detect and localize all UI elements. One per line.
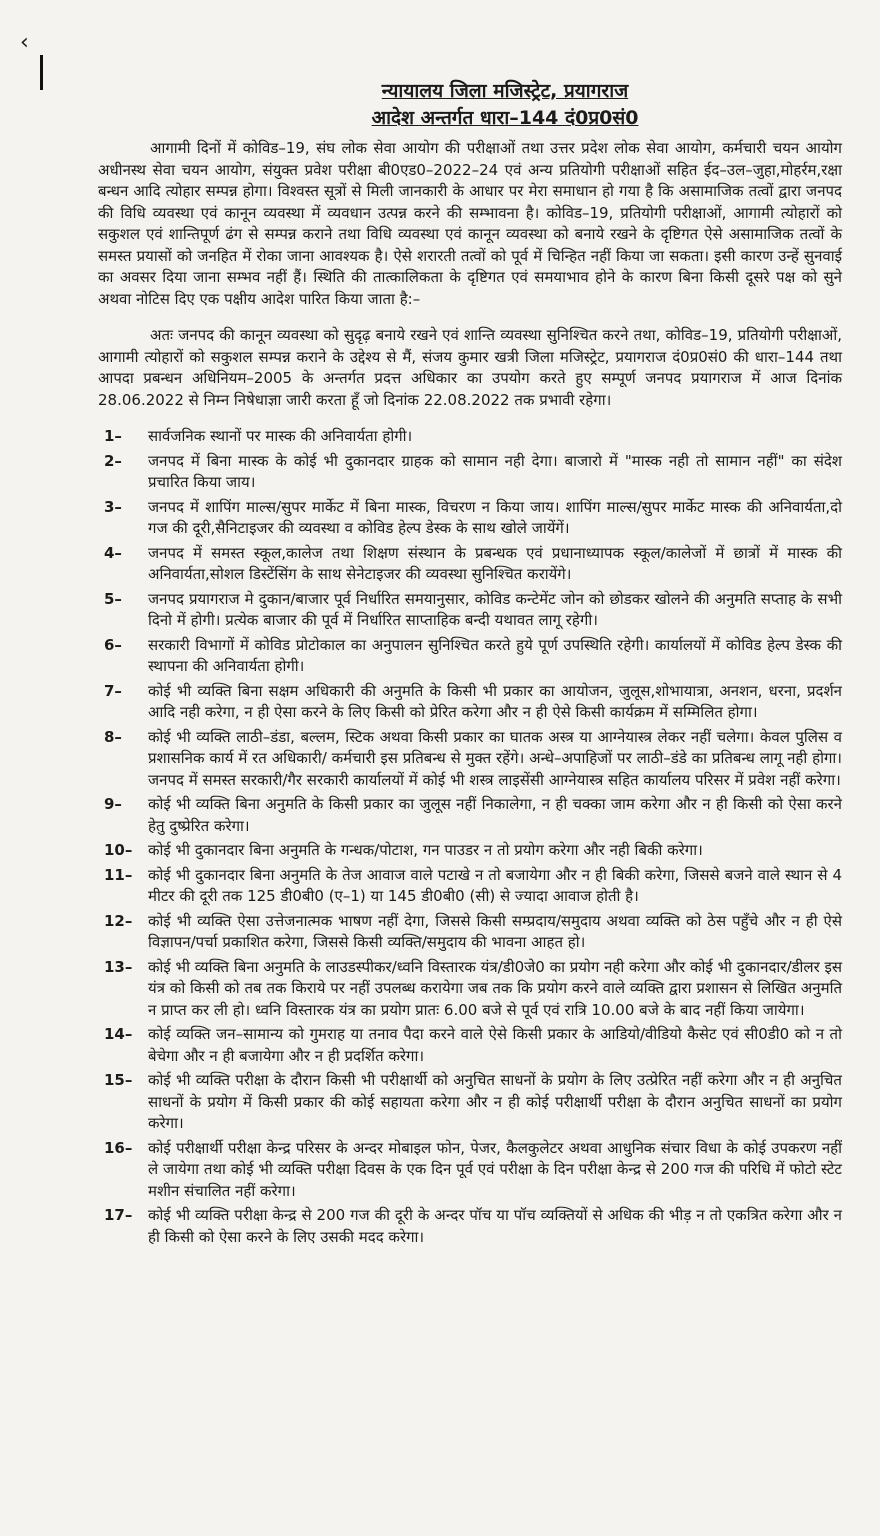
item-text: कोई परीक्षार्थी परीक्षा केन्द्र परिसर के अन्दर मोबाइल फोन, पेजर, कैलकुलेटर अथवा आधुनिक संचार विधा के कोई उपकरण नहीं ले जायेगा तथा कोई भी व्यक्ति परीक्षा दिवस के एक दिन पूर्व एवं परीक्षा के दिन परीक्षा केन्द्र से 200 गज की परिधि में फोटो स्टेट मशीन संचालित नहीं करेगा। <box>148 1138 842 1200</box>
item-text: कोई भी व्यक्ति ऐसा उत्तेजनात्मक भाषण नहीं देगा, जिससे किसी सम्प्रदाय/समुदाय अथवा व्यक्ति को ठेस पहुँचे और न ही ऐसे विज्ञापन/पर्चा प्रकाशित करेगा, जिससे किसी व्यक्ति/समुदाय की भावना आहत हो। <box>148 911 842 951</box>
item-number: 10– <box>104 841 133 859</box>
item-text: जनपद में समस्त स्कूल,कालेज तथा शिक्षण संस्थान के प्रबन्धक एवं प्रधानाध्यापक स्कूल/कालेजों में छात्रों में मास्क की अनिवार्यता,सोशल डिस्टेंसिंग के साथ सेनेटाइजर की व्यवस्था सुनिश्चित करायेंगे। <box>148 543 842 583</box>
list-item <box>98 451 842 494</box>
list-item <box>98 1070 842 1135</box>
item-text: कोई भी व्यक्ति बिना अनुमति के लाउडस्पीकर/ध्वनि विस्तारक यंत्र/डी0जे0 का प्रयोग नही करेगा और कोई भी दुकानदार/डीलर इस यंत्र को किसी को तब तक किराये पर नहीं उपलब्ध करायेगा जब तक कि प्रयोग करने वाले व्यक्ति द्वारा प्रशासन से लिखित अनुमति न प्राप्त कर ली हो। ध्वनि विस्तारक यंत्र का प्रयोग प्रातः 6.00 बजे से पूर्व एवं रात्रि 10.00 बजे के बाद नहीं किया जायेगा। <box>148 957 842 1019</box>
list-item <box>98 635 842 678</box>
item-text: कोई भी दुकानदार बिना अनुमति के गन्धक/पोटाश, गन पाउडर न तो प्रयोग करेगा और नही बिकी करेगा। <box>148 841 703 859</box>
item-number: 2– <box>104 451 122 470</box>
item-number: 5– <box>104 589 122 608</box>
item-text: जनपद प्रयागराज मे दुकान/बाजार पूर्व निर्धारित समयानुसार, कोविड कन्टेमेंट जोन को छोडकर खोलने की अनुमति सप्ताह के सभी दिनो में होगी। प्रत्येक बाजार की पूर्व में निर्धारित साप्ताहिक बन्दी यथावत लागू रहेगी। <box>148 589 842 629</box>
item-text: कोई भी व्यक्ति लाठी–डंडा, बल्लम, स्टिक अथवा किसी प्रकार का घातक अस्त्र या आग्नेयास्त्र लेकर नहीं चलेगा। केवल पुलिस व प्रशासनिक कार्य में रत अधिकारी/ कर्मचारी इस प्रतिबन्ध से मुक्त रहेंगे। अन्धे–अपाहिजों पर लाठी–डंडे का प्रतिबन्ध लागू नही होगा। जनपद में समस्त सरकारी/गैर सरकारी कार्यालयों में कोई भी शस्त्र लाइसेंसी आग्नेयास्त्र सहित कार्यालय परिसर में प्रवेश नहीं करेगा। <box>148 727 842 789</box>
item-text: कोई व्यक्ति जन–सामान्य को गुमराह या तनाव पैदा करने वाले ऐसे किसी प्रकार के आडियो/वीडियो कैसेट एवं सी0डी0 को न तो बेचेगा और न ही बजायेगा और न ही प्रदर्शित करेगा। <box>148 1025 842 1065</box>
item-text: कोई भी व्यक्ति बिना अनुमति के किसी प्रकार का जुलूस नहीं निकालेगा, न ही चक्का जाम करेगा और न ही किसी को ऐसा करने हेतु दुष्प्रेरित करेगा। <box>148 795 842 835</box>
list-item <box>98 865 842 908</box>
order-paragraph: अतः जनपद की कानून व्यवस्था को सुदृढ़ बनाये रखने एवं शान्ति व्यवस्था सुनिश्चित करने तथा, कोविड–19, प्रतियोगी परीक्षाओं, आगामी त्योहारों को सकुशल सम्पन्न कराने के उद्देश्य से मैं, संजय कुमार खत्री जिला मजिस्ट्रेट, प्रयागराज दं0प्र0सं0 की धारा–144 तथा आपदा प्रबन्धन अधिनियम–2005 के अन्तर्गत प्रदत्त अधिकार का उपयोग करते हुए सम्पूर्ण जनपद प्रयागराज में आज दिनांक 28.06.2022 से निम्न निषेधाज्ञा जारी करता हूँ जो दिनांक 22.08.2022 तक प्रभावी रहेगा। <box>98 326 842 409</box>
item-text: सरकारी विभागों में कोविड प्रोटोकाल का अनुपालन सुनिश्चित करते हुये पूर्ण उपस्थिति रहेगी। कार्यालयों में कोविड हेल्प डेस्क की स्थापना की अनिवार्यता होगी। <box>148 635 842 675</box>
item-text: कोई भी व्यक्ति परीक्षा के दौरान किसी भी परीक्षार्थी को अनुचित साधनों के प्रयोग के लिए उत्प्रेरित नहीं करेगा और न ही अनुचित साधनों के प्रयोग में किसी प्रकार की कोई सहायता करेगा और न ही कोई परीक्षार्थी परीक्षा के दौरान अनुचित साधनों का प्रयोग करेगा। <box>148 1071 842 1132</box>
item-number: 11– <box>104 865 133 884</box>
list-item <box>98 727 842 792</box>
item-text: कोई भी दुकानदार बिना अनुमति के तेज आवाज वाले पटाखे न तो बजायेगा और न ही बिकी करेगा, जिससे बजने वाले स्थान से 4 मीटर की दूरी तक 125 डी0बी0 (ए–1) या 145 डी0बी0 (सी) से ज्यादा आवाज होती है। <box>148 865 842 905</box>
item-number: 9– <box>104 795 122 813</box>
item-text: जनपद में शापिंग माल्स/सुपर मार्केट में बिना मास्क, विचरण न किया जाय। शापिंग माल्स/सुपर मार्केट मास्क की अनिवार्यता,दो गज की दूरी,सैनिटाइजर की व्यवस्था व कोविड हेल्प डेस्क के साथ खोले जायेंगें। <box>148 497 842 537</box>
item-text: जनपद में बिना मास्क के कोई भी दुकानदार ग्राहक को सामान नही देगा। बाजारो में "मास्क नही तो सामान नहीं" का संदेश प्रचारित किया जाय। <box>148 451 842 491</box>
list-item <box>98 911 842 954</box>
list-item <box>98 681 842 724</box>
item-number: 14– <box>104 1025 133 1043</box>
list-item <box>98 794 842 837</box>
item-number: 13– <box>104 957 133 976</box>
list-item <box>98 543 842 586</box>
item-text: कोई भी व्यक्ति परीक्षा केन्द्र से 200 गज की दूरी के अन्दर पॉच या पॉच व्यक्तियों से अधिक की भीड़ न तो एकत्रित करेगा और न ही किसी को ऐसा करने के लिए उसकी मदद करेगा। <box>148 1206 842 1246</box>
item-number: 16– <box>104 1138 133 1157</box>
item-number: 7– <box>104 681 122 700</box>
item-text: सार्वजनिक स्थानों पर मास्क की अनिवार्यता होगी। <box>148 427 413 445</box>
item-number: 4– <box>104 543 122 562</box>
list-item <box>98 497 842 540</box>
prohibition-list <box>98 426 842 1248</box>
list-item <box>98 1138 842 1203</box>
item-number: 3– <box>104 497 122 516</box>
list-item <box>98 1205 842 1248</box>
list-item <box>98 589 842 632</box>
document-title: न्यायालय जिला मजिस्ट्रेट, प्रयागराज <box>381 80 629 102</box>
item-number: 8– <box>104 727 122 746</box>
margin-line <box>40 55 43 90</box>
item-number: 15– <box>104 1071 133 1089</box>
item-number: 1– <box>104 427 122 445</box>
list-item <box>98 840 842 862</box>
order-document <box>98 78 842 1251</box>
list-item <box>98 957 842 1022</box>
margin-mark: ‹ <box>20 30 29 55</box>
document-subtitle: आदेश अन्तर्गत धारा–144 दं0प्र0सं0 <box>371 107 639 129</box>
list-item <box>98 1024 842 1067</box>
item-text: कोई भी व्यक्ति बिना सक्षम अधिकारी की अनुमति के किसी भी प्रकार का आयोजन, जुलूस,शोभायात्रा, अनशन, धरना, प्रदर्शन आदि नही करेगा, न ही ऐसा करने के लिए किसी को प्रेरित करेगा और न ही ऐसे किसी कार्यक्रम में सम्मिलित होगा। <box>148 681 842 721</box>
item-number: 17– <box>104 1206 133 1224</box>
item-number: 12– <box>104 911 133 930</box>
preamble-paragraph: आगामी दिनों में कोविड–19, संघ लोक सेवा आयोग की परीक्षाओं तथा उत्तर प्रदेश लोक सेवा आयोग, कर्मचारी चयन आयोग अधीनस्थ सेवा चयन आयोग, संयुक्त प्रवेश परीक्षा बी0एड0–2022–24 एवं अन्य प्रतियोगी परीक्षाओं सहित ईद–उल–जुहा,मोहर्रम,रक्षा बन्धन आदि त्योहार सम्पन्न होगा। विश्वस्त सूत्रों से मिली जानकारी के आधार पर मेरा समाधान हो गया है कि असामाजिक तत्वों द्वारा जनपद की विधि व्यवस्था एवं कानून व्यवस्था में व्यवधान उत्पन्न करने की सम्भावना है। कोविड–19, प्रतियोगी परीक्षाओं, आगामी त्योहारों को सकुशल एवं शान्तिपूर्ण ढंग से सम्पन्न कराने तथा विधि व्यवस्था एवं कानून व्यवस्था को बनाये रखने के दृष्टिगत ऐसे असामाजिक तत्वों के समस्त प्रयासों को जनहित में रोका जाना आवश्यक है। ऐसे शरारती तत्वों को पूर्व में चिन्हित नहीं किया जा सकता। इसी कारण उन्हें सुनवाई का अवसर दिया जाना सम्भव नहीं हैं। स्थिति की तात्कालिकता के दृष्टिगत एवं समयाभाव होने के कारण बिना किसी दूसरे पक्ष को सुने अथवा नोटिस दिए एक पक्षीय आदेश पारित किया जाता है:– <box>98 139 842 308</box>
list-item <box>98 426 842 448</box>
item-number: 6– <box>104 635 122 654</box>
